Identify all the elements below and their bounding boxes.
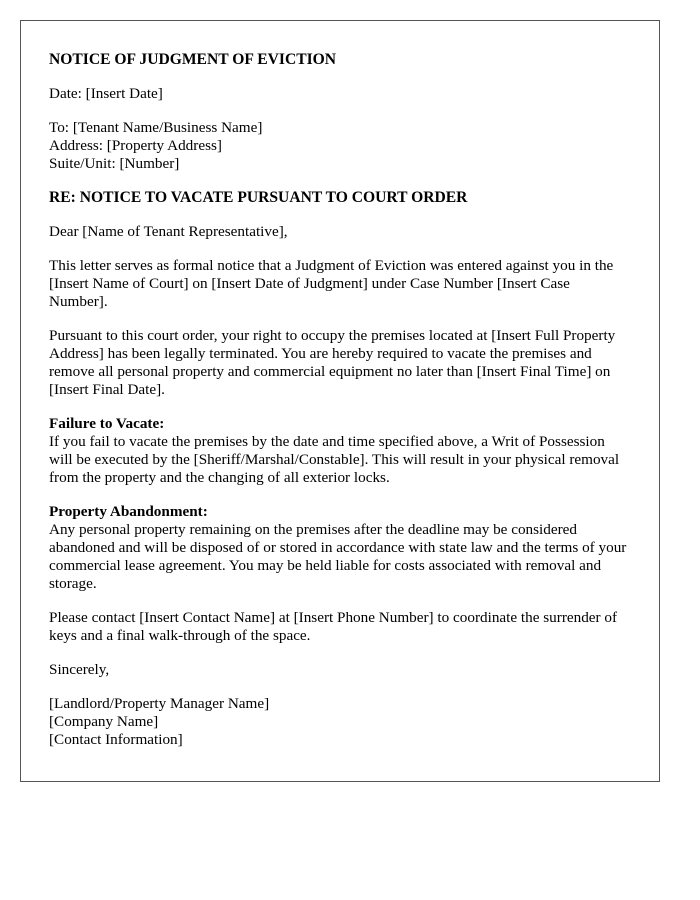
closing: Sincerely, [49,661,110,678]
recipient-block [49,119,631,173]
recipient-address: Address: [Property Address] [49,137,222,154]
judgment-paragraph: This letter serves as formal notice that a Judgment of Eviction was entered against you in the [Insert Name of Court] on [Insert Date of Judgment] under Case Number [Insert Case Number]. [49,257,614,310]
vacate-requirement-paragraph: Pursuant to this court order, your right to occupy the premises located at [Insert Full Property Address] has been legally terminated. You are hereby required to vacate the premises and remove all personal property and commercial equipment no later than [Insert Final Time] on [Insert Final Date]. [49,327,616,398]
property-abandonment-heading: Property Abandonment: [49,503,208,520]
contact-paragraph: Please contact [Insert Contact Name] at [Insert Phone Number] to coordinate the surrender of keys and a final walk-through of the space. [49,609,618,644]
failure-to-vacate-heading: Failure to Vacate: [49,415,165,432]
property-abandonment-section [49,503,631,593]
failure-to-vacate-section [49,415,631,487]
signature-block [49,695,631,749]
salutation: Dear [Name of Tenant Representative], [49,223,288,240]
failure-to-vacate-body: If you fail to vacate the premises by the date and time specified above, a Writ of Possession will be executed by the [Sheriff/Marshal/Constable]. This will result in your physical removal from the property and the changing of all exterior locks. [49,433,620,486]
date-line: Date: [Insert Date] [49,85,163,102]
signature-contact: [Contact Information] [49,731,183,748]
letter-title: NOTICE OF JUDGMENT OF EVICTION [49,51,337,68]
signature-name: [Landlord/Property Manager Name] [49,695,270,712]
eviction-notice-letter [20,20,660,782]
recipient-suite: Suite/Unit: [Number] [49,155,180,172]
re-line: RE: NOTICE TO VACATE PURSUANT TO COURT ORDER [49,189,468,206]
signature-company: [Company Name] [49,713,159,730]
property-abandonment-body: Any personal property remaining on the premises after the deadline may be considered abandoned and will be disposed of or stored in accordance with state law and the terms of your commercial lease agreement. You may be held liable for costs associated with removal and storage. [49,521,627,592]
recipient-to: To: [Tenant Name/Business Name] [49,119,263,136]
